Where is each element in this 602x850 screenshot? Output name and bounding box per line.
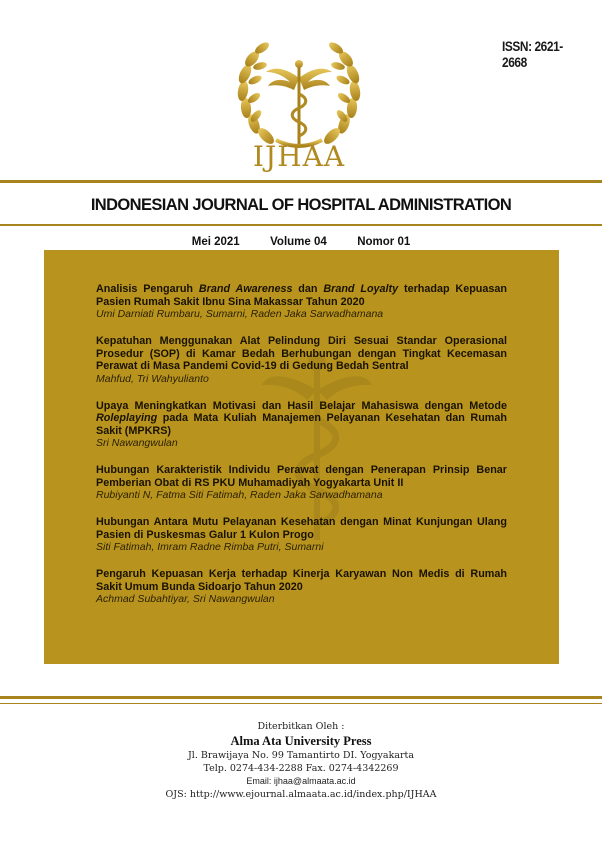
bottom-rule-thin [0, 703, 602, 704]
article-authors: Rubiyanti N, Fatma Siti Fatimah, Raden Jaka Sarwadhamana [96, 489, 383, 501]
publisher-footer [0, 720, 602, 801]
journal-logo [226, 28, 372, 178]
article-authors: Siti Fatimah, Imram Radne Rimba Putri, Sumarni [96, 541, 324, 553]
top-rule-thin [0, 224, 602, 226]
issn-label: ISSN: 2621-2668 [502, 38, 563, 70]
article-title[interactable]: Hubungan Antara Mutu Pelayanan Kesehatan dengan Minat Kunjungan Ulang Pasien di Puskesmas Galur 1 Kulon Progo [96, 516, 507, 541]
article-item [96, 568, 507, 606]
article-item [96, 283, 507, 321]
article-item [96, 400, 507, 451]
publisher-email[interactable]: Email: ijhaa@almaata.ac.id [246, 776, 356, 786]
article-authors: Achmad Subahtiyar, Sri Nawangwulan [96, 593, 275, 605]
article-item [96, 335, 507, 386]
ojs-link[interactable]: OJS: http://www.ejournal.almaata.ac.id/index.php/IJHAA [165, 789, 437, 800]
article-authors: Sri Nawangwulan [96, 437, 178, 449]
article-title[interactable]: Hubungan Karakteristik Individu Perawat dengan Penerapan Prinsip Benar Pemberian Obat di RS PKU Muhamadiyah Yogyakarta Unit II [96, 464, 507, 489]
top-rule-thick [0, 180, 602, 183]
article-title[interactable]: Pengaruh Kepuasan Kerja terhadap Kinerja Karyawan Non Medis di Rumah Sakit Umum Bunda Sidoarjo Tahun 2020 [96, 568, 507, 593]
publisher-address: Jl. Brawijaya No. 99 Tamantirto DI. Yogyakarta [187, 750, 415, 761]
logo-text: IJHAA [252, 140, 346, 173]
issue-number: Nomor 01 [357, 236, 411, 248]
article-authors: Umi Darniati Rumbaru, Sumarni, Raden Jaka Sarwadhamana [96, 308, 384, 320]
published-by-label: Diterbitkan Oleh : [257, 721, 345, 732]
bottom-rule-thick [0, 696, 602, 699]
journal-title: INDONESIAN JOURNAL OF HOSPITAL ADMINISTRATION [90, 196, 512, 214]
article-title[interactable]: Analisis Pengaruh Brand Awareness dan Brand Loyalty terhadap Kepuasan Pasien Rumah Sakit Ibnu Sina Makassar Tahun 2020 [96, 283, 507, 308]
article-item [96, 516, 507, 554]
issue-date: Mei 2021 [191, 236, 240, 248]
article-authors: Mahfud, Tri Wahyulianto [96, 372, 209, 385]
issue-volume: Volume 04 [270, 236, 327, 248]
publisher-phone: Telp. 0274-434-2288 Fax. 0274-4342269 [203, 763, 399, 774]
article-list [96, 283, 507, 620]
contents-box [44, 250, 559, 664]
article-title[interactable]: Upaya Meningkatkan Motivasi dan Hasil Belajar Mahasiswa dengan Metode Roleplaying pada Mata Kuliah Manajemen Pelayanan Kesehatan dan Rumah Sakit (MPKRS) [96, 399, 507, 437]
article-item [96, 464, 507, 502]
article-title[interactable]: Kepatuhan Menggunakan Alat Pelindung Diri Sesuai Standar Operasional Prosedur (SOP) di Kamar Bedah Berhubungan dengan Tingkat Kecemasan Perawat di Masa Pandemi Covid-19 di Gedung Bedah Sentral [96, 335, 507, 372]
issue-info [0, 236, 602, 248]
publisher-name: Alma Ata University Press [230, 734, 372, 748]
